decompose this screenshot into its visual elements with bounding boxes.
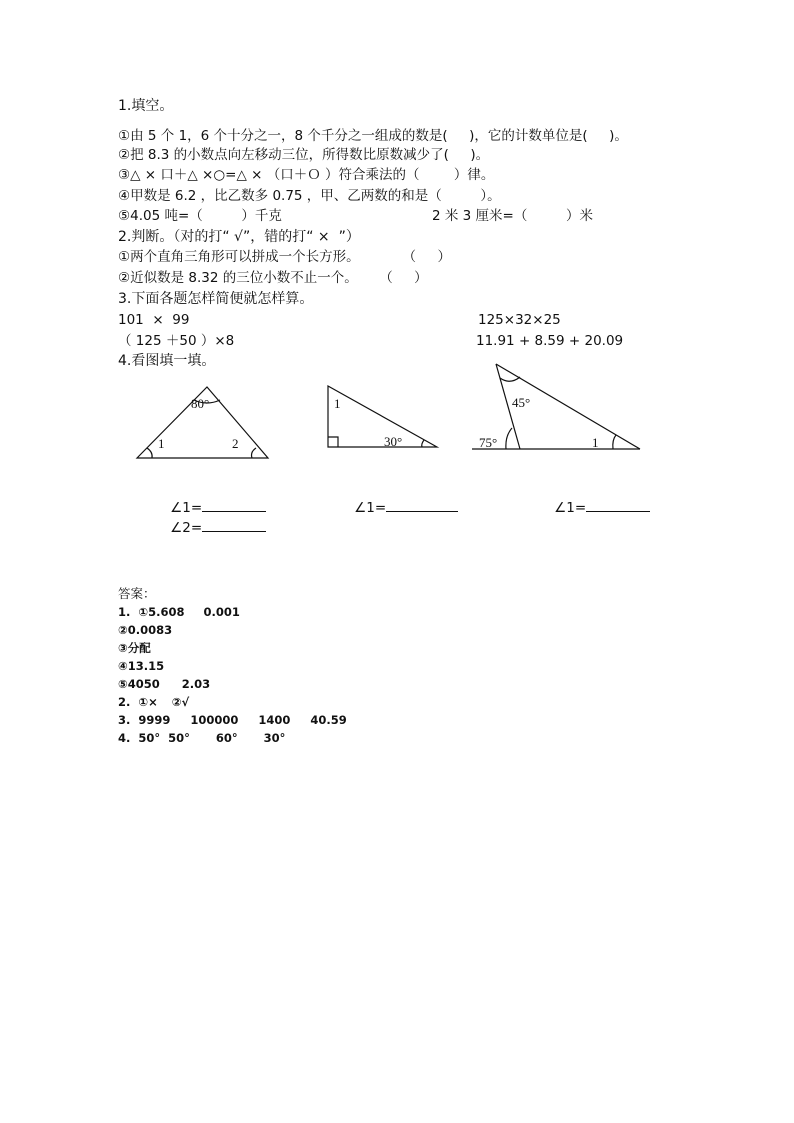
blank-label: ∠1= (554, 500, 587, 516)
answer-7d: 40.59 (310, 713, 347, 727)
tri3-angle-45: 45° (512, 395, 531, 410)
answer-3: ③分配 (118, 641, 151, 655)
triangle-figures (0, 0, 794, 520)
q3-expr-3: （ 125 ＋50 ）×8 (118, 333, 235, 349)
q3-expr-4: 11.91 + 8.59 + 20.09 (476, 333, 624, 349)
q1-item-3: ③△ × 口＋△ ×○=△ × （口＋Ｏ ）符合乘法的（ ）律。 (118, 167, 495, 183)
tri3-angle-1: 1 (592, 435, 599, 450)
answer-5b: 2.03 (181, 677, 211, 691)
answer-6a: 2. ①× (118, 695, 158, 709)
blank-tri2-angle1 (337, 479, 458, 535)
answer-7a: 3. 9999 (118, 713, 171, 727)
answer-1a: 1. ①5.608 (118, 605, 185, 619)
q3-title: 3.下面各题怎样简便就怎样算。 (118, 291, 314, 307)
answer-5 (118, 676, 210, 692)
answer-line[interactable] (586, 497, 650, 512)
tri1-angle-2: 2 (232, 436, 239, 451)
q3-expr-1: 101 × 99 (118, 312, 190, 328)
answer-line[interactable] (386, 497, 458, 512)
answer-1 (118, 604, 240, 620)
q3-expr-2: 125×32×25 (478, 312, 561, 328)
answer-8c: 30° (263, 731, 286, 745)
triangle-2 (328, 386, 437, 447)
answers-title: 答案： (118, 586, 156, 601)
tri1-top-angle: 80° (191, 396, 210, 411)
answer-8a: 4. 50° 50° (118, 731, 190, 745)
q2-item-2: ②近似数是 8.32 的三位小数不止一个。 （ ） (118, 270, 428, 286)
q2-title: 2.判断。（对的打“ √”，错的打“ × ”） (118, 229, 360, 245)
answer-6b: ②√ (171, 695, 190, 709)
q4-title: 4.看图填一填。 (118, 353, 216, 369)
answer-4: ④13.15 (118, 659, 165, 673)
tri2-angle-1: 1 (334, 396, 341, 411)
answer-5a: ⑤4050 (118, 677, 160, 691)
blank-tri3-angle1 (537, 479, 650, 535)
q1-item-5-right: 2 米 3 厘米=（ ）米 (432, 208, 593, 224)
answer-7c: 1400 (258, 713, 291, 727)
answer-7b: 100000 (190, 713, 239, 727)
q1-item-4: ④甲数是 6.2 ，比乙数多 0.75 ，甲、乙两数的和是（ ）。 (118, 188, 501, 204)
answer-7 (118, 712, 347, 728)
answer-line[interactable] (202, 517, 266, 532)
answer-2: ②0.0083 (118, 623, 173, 637)
blank-label: ∠1= (170, 500, 203, 516)
q2-item-1: ①两个直角三角形可以拼成一个长方形。 （ ） (118, 249, 451, 265)
tri3-angle-75: 75° (479, 435, 498, 450)
answer-1b: 0.001 (203, 605, 240, 619)
q1-item-2: ②把 8.3 的小数点向左移动三位，所得数比原数减少了( )。 (118, 147, 490, 163)
q1-title: 1.填空。 (118, 98, 174, 114)
blank-label: ∠2= (170, 520, 203, 536)
blank-tri1-angle2 (153, 499, 266, 555)
answer-6 (118, 694, 189, 710)
tri2-angle-30: 30° (384, 434, 403, 449)
answer-8b: 60° (215, 731, 238, 745)
q1-item-5-left: ⑤4.05 吨=（ ）千克 (118, 208, 282, 224)
blank-label: ∠1= (354, 500, 387, 516)
tri1-angle-1: 1 (158, 436, 165, 451)
answer-8 (118, 730, 285, 746)
q1-item-1: ①由 5 个 1，6 个十分之一，8 个千分之一组成的数是( )，它的计数单位是( )。 (118, 128, 628, 144)
